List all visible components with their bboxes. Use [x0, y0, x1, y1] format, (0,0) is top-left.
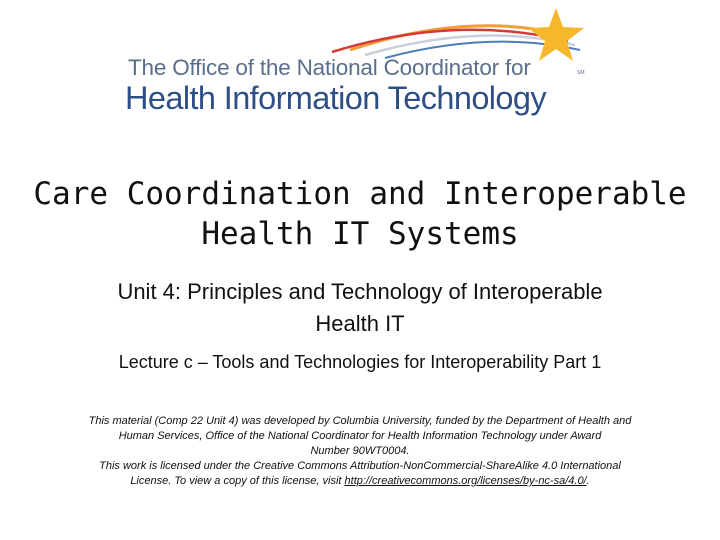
title-line2: Health IT Systems: [201, 216, 519, 252]
credit-line3: Number 90WT0004.: [310, 445, 410, 457]
credit-line4: This work is licensed under the Creative Commons Attribution-NonCommercial-ShareAlike 4.0 International: [99, 460, 621, 472]
credit-line5-prefix: License. To view a copy of this license, visit: [130, 475, 345, 487]
logo-text-line2: Health Information Technology: [125, 80, 547, 116]
title-line1: Care Coordination and Interoperable: [33, 176, 687, 212]
credit-notice: [60, 414, 660, 489]
credit-line2: Human Services, Office of the National Coordinator for Health Information Technology under Award: [118, 430, 602, 442]
license-link[interactable]: http://creativecommons.org/licenses/by-nc-sa/4.0/: [344, 475, 587, 487]
onc-logo: [0, 0, 720, 130]
credit-line1: This material (Comp 22 Unit 4) was developed by Columbia University, funded by the Department of Health and: [88, 415, 632, 427]
service-mark: SM: [577, 70, 585, 76]
credit-line5-suffix: .: [586, 475, 590, 487]
unit-subtitle: [20, 276, 700, 340]
page-title: [0, 174, 720, 254]
credit-line5: [60, 474, 660, 489]
swoosh-red: [332, 30, 568, 52]
subtitle-line1: Unit 4: Principles and Technology of Interoperable: [117, 279, 603, 304]
lecture-title: Lecture c – Tools and Technologies for Interoperability Part 1: [118, 352, 602, 372]
logo-text-line1: The Office of the National Coordinator for: [128, 55, 531, 80]
subtitle-line2: Health IT: [315, 311, 405, 336]
